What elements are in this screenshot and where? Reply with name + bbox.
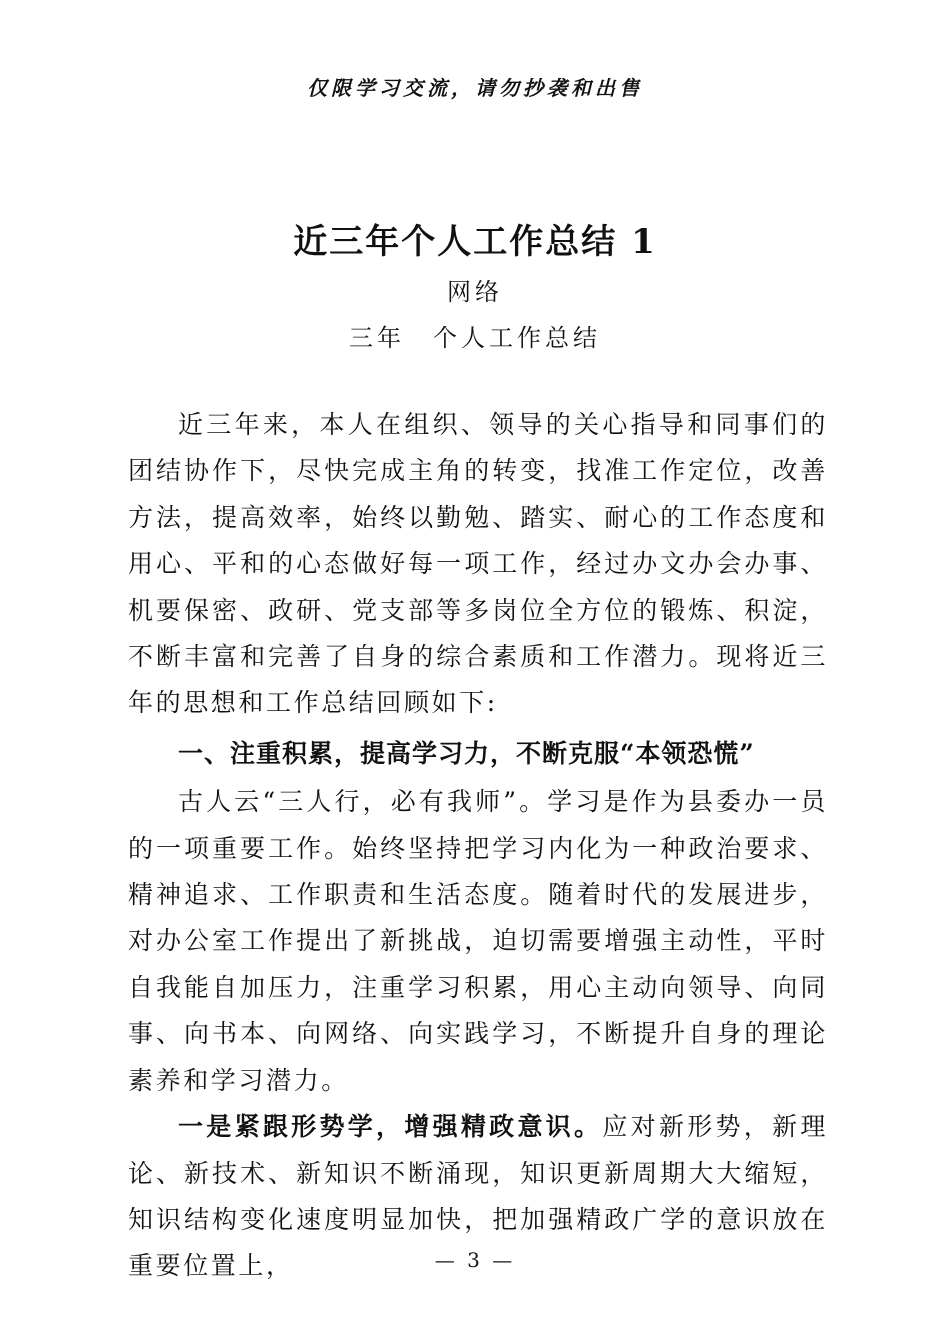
section-paragraph: 古人云“三人行，必有我师”。学习是作为县委办一员的一项重要工作。始终坚持把学习内化为一种政治要求、精神追求、工作职责和生活态度。随着时代的发展进步，对办公室工作提出了新挑战，迫切需要增强主动性，平时自我能自加压力，注重学习积累，用心主动向领导、向同事、向书本、向网络、向实践学习，不断提升自身的理论素养和学习潜力。 — [128, 787, 828, 1095]
intro-paragraph: 近三年来，本人在组织、领导的关心指导和同事们的团结协作下，尽快完成主角的转变，找准工作定位，改善方法，提高效率，始终以勤勉、踏实、耐心的工作态度和用心、平和的心态做好每一项工作，经过办文办会办事、机要保密、政研、党支部等多岗位全方位的锻炼、积淀，不断丰富和完善了自身的综合素质和工作潜力。现将近三年的思想和工作总结回顾如下: — [128, 410, 828, 718]
header-note: 仅限学习交流，请勿抄袭和出售 — [307, 76, 643, 100]
document-author: 网络 — [447, 278, 503, 306]
document-title: 近三年个人工作总结 1 — [293, 222, 657, 262]
document-body — [128, 402, 828, 1290]
document-keywords — [0, 318, 950, 353]
point-text: 应对新形势，新理论、新技术、新知识不断涌现，知识更新周期大大缩短，知识结构变化速度明显加快，把加强精政广学的意识放在重要位置上， — [128, 1112, 828, 1281]
keyword-item: 三年 — [349, 324, 405, 352]
point-lead: 一是紧跟形势学，增强精政意识。 — [178, 1112, 603, 1142]
section-heading: 一、注重积累，提高学习力，不断克服“本领恐慌” — [178, 738, 755, 768]
keyword-item: 个人工作总结 — [433, 324, 601, 352]
page-number: — 3 — — [434, 1248, 516, 1272]
